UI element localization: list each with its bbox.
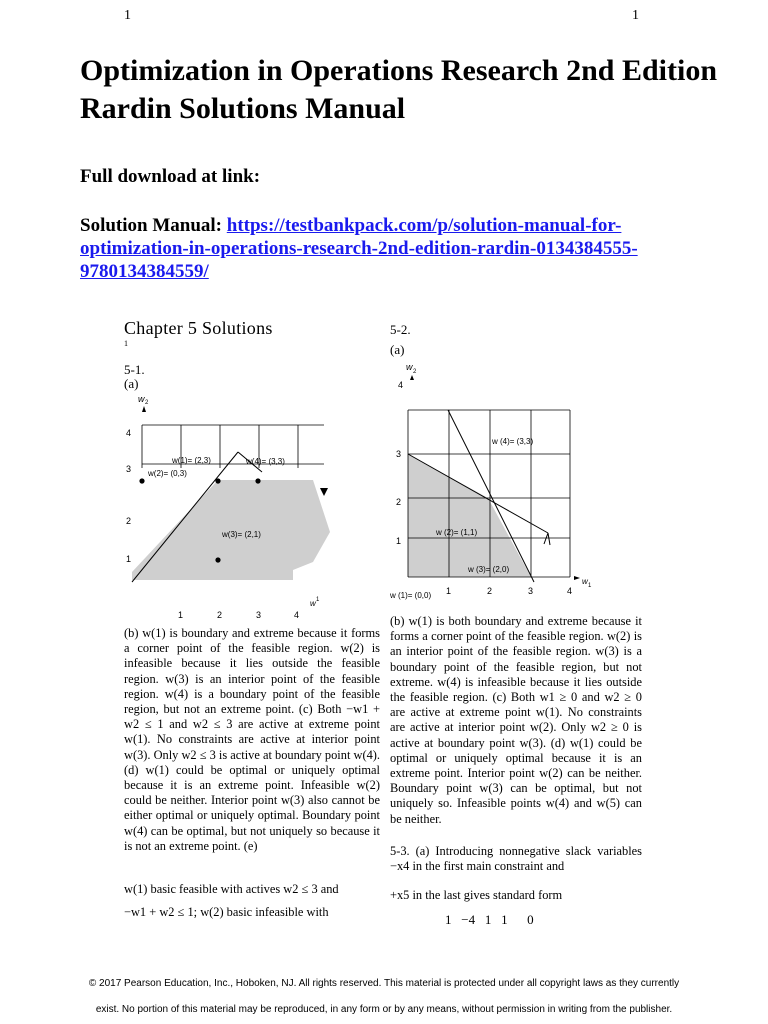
figure-5-2-direction-arrow (544, 533, 550, 545)
figure-5-1-label-w2: w(2)= (0,3) (148, 469, 187, 478)
figure-5-2-y-tick: 3 (396, 449, 402, 459)
figure-5-1-point-w2 (139, 478, 144, 483)
figure-5-2-y-axis-arrow (410, 375, 414, 380)
solution-label: Solution Manual: (80, 215, 227, 236)
figure-5-1-y-tick: 3 (126, 464, 132, 474)
figure-5-2-x-axis-label: w (582, 577, 588, 586)
figure-5-2-x-tick: 2 (487, 586, 493, 596)
figure-5-1-point-w1 (215, 478, 220, 483)
figure-5-2-feasible-region (408, 454, 531, 577)
problem-5-1-line-e2: −w1 + w2 ≤ 1; w(2) basic infeasible with (124, 905, 329, 919)
figure-5-2-y-tick: 1 (396, 536, 402, 546)
figure-5-1-y-tick: 4 (126, 428, 132, 438)
figure-5-1-x-tick: 3 (256, 610, 262, 620)
figure-5-2-label-w3: w (3)= (2,0) (468, 565, 510, 574)
figure-5-2-label-w2: w (2)= (1,1) (436, 528, 478, 537)
chapter-footnote-mark: 1 (124, 339, 128, 348)
copyright-line-2: exist. No portion of this material may be reproduced, in any form or by any means, without permission in writing from the publisher. (95, 1004, 673, 1015)
figure-5-1-x-tick: 2 (217, 610, 223, 620)
copyright-line-1: © 2017 Pearson Education, Inc., Hoboken, NJ. All rights reserved. This material is protected under all copyright laws as they currently (88, 978, 680, 989)
problem-5-3-paragraph: 5-3. (a) Introducing nonnegative slack variables −x4 in the first main constraint and (390, 844, 642, 874)
figure-5-1-grid (142, 425, 324, 468)
chapter-heading: Chapter 5 Solutions (124, 318, 273, 338)
problem-5-1-part-a: (a) (124, 376, 139, 391)
problem-5-3-standard-form-line: +x5 in the last gives standard form (390, 888, 563, 902)
figure-5-1-label-w4: w(4)= (3,3) (246, 457, 285, 466)
solution-manual-line (80, 214, 720, 283)
figure-5-1-x-tick: 1 (178, 610, 184, 620)
problem-5-1-paragraph: (b) w(1) is boundary and extreme because it forms a corner point of the feasible region. w(2) is infeasible because it lies outside the feasible region. w(3) is an interior point of the feasible region. w(4) is a boundary point of the feasible region, but not an extreme point. (c) Both −w1 + w2 ≤ 1 and w2 ≤ 3 are active at extreme point w(1). No constraints are active at interior point w(3). Only w2 ≤ 3 is active at boundary point w(4). (d) w(1) could be optimal or uniquely optimal because it is an extreme point. Infeasible w(2) could be neither. Interior point w(3) also cannot be either optimal or uniquely optimal. Boundary point w(4) can be optimal, but not uniquely so because it is not an extreme point. (e) (124, 626, 380, 853)
figure-5-2-x-axis-arrow (574, 576, 580, 580)
problem-5-3-matrix-row: 1 −4 1 1 0 (445, 912, 534, 927)
figure-5-1-y-tick: 2 (126, 516, 132, 526)
figure-5-1-x-axis-label: w (310, 599, 316, 608)
figure-5-2 (388, 358, 598, 606)
figure-5-1-point-w3 (215, 557, 220, 562)
figure-5-1-y-axis-sub: 2 (145, 400, 149, 406)
figure-5-2-x-axis-sub: 1 (588, 583, 592, 589)
figure-5-1-label-w1: w(1)= (2,3) (172, 456, 211, 465)
figure-5-2-x-tick: 3 (528, 586, 534, 596)
figure-5-2-y-tick: 4 (398, 380, 404, 390)
figure-5-2-label-w1: w (1)= (0,0) (390, 591, 432, 600)
problem-5-2-label: 5-2. (390, 322, 411, 337)
figure-5-2-y-tick: 2 (396, 497, 402, 507)
solution-link[interactable]: https://testbankpack.com/p/solution-manual-for-optimization-in-operations-research-2nd-edition-rardin-0134384555-9780134384559/ (80, 215, 638, 282)
figure-5-1-label-w3: w(3)= (2,1) (222, 530, 261, 539)
figure-5-1-x-tick: 4 (294, 610, 300, 620)
figure-5-1-y-axis-arrow (142, 406, 146, 412)
problem-5-1-label: 5-1. (124, 362, 145, 377)
problem-5-2-part-a: (a) (390, 342, 405, 357)
figure-5-1-direction-arrow (320, 488, 328, 496)
figure-5-1-y-axis-label: w (138, 394, 145, 404)
figure-5-2-x-tick: 4 (567, 586, 573, 596)
figure-5-1 (118, 392, 338, 620)
figure-5-2-y-axis-sub: 2 (413, 369, 417, 375)
figure-5-2-x-tick: 1 (446, 586, 452, 596)
problem-5-2-paragraph: (b) w(1) is both boundary and extreme because it forms a corner point of the feasible region. w(2) is an interior point of the feasible region. w(3) is a boundary point of the feasible region, but not extreme. w(4) is infeasible because it lies outside the feasible region. (c) Both w1 ≥ 0 and w2 ≥ 0 are active at extreme point w(1). No constraints are active at interior point w(2). Only w2 ≥ 0 is active at boundary point w(3). (d) w(1) could be optimal or uniquely optimal because it is an extreme point. Interior point w(2) can be neither. Boundary point w(3) can be optimal, but not uniquely so. Infeasible points w(4) and w(5) can be neither. (390, 614, 642, 826)
page-number-left: 1 (124, 8, 131, 23)
document-title: Optimization in Operations Research 2nd Edition Rardin Solutions Manual (80, 54, 718, 125)
figure-5-1-y-tick: 1 (126, 554, 132, 564)
download-label: Full download at link: (80, 166, 261, 187)
figure-5-1-x-axis-sup: 1 (316, 597, 320, 603)
page-number-right: 1 (632, 8, 639, 23)
figure-5-2-label-w4: w (4)= (3,3) (492, 437, 534, 446)
problem-5-1-line-e1: w(1) basic feasible with actives w2 ≤ 3 and (124, 882, 339, 896)
figure-5-2-y-axis-label: w (406, 362, 413, 372)
figure-5-1-point-w4 (255, 478, 260, 483)
